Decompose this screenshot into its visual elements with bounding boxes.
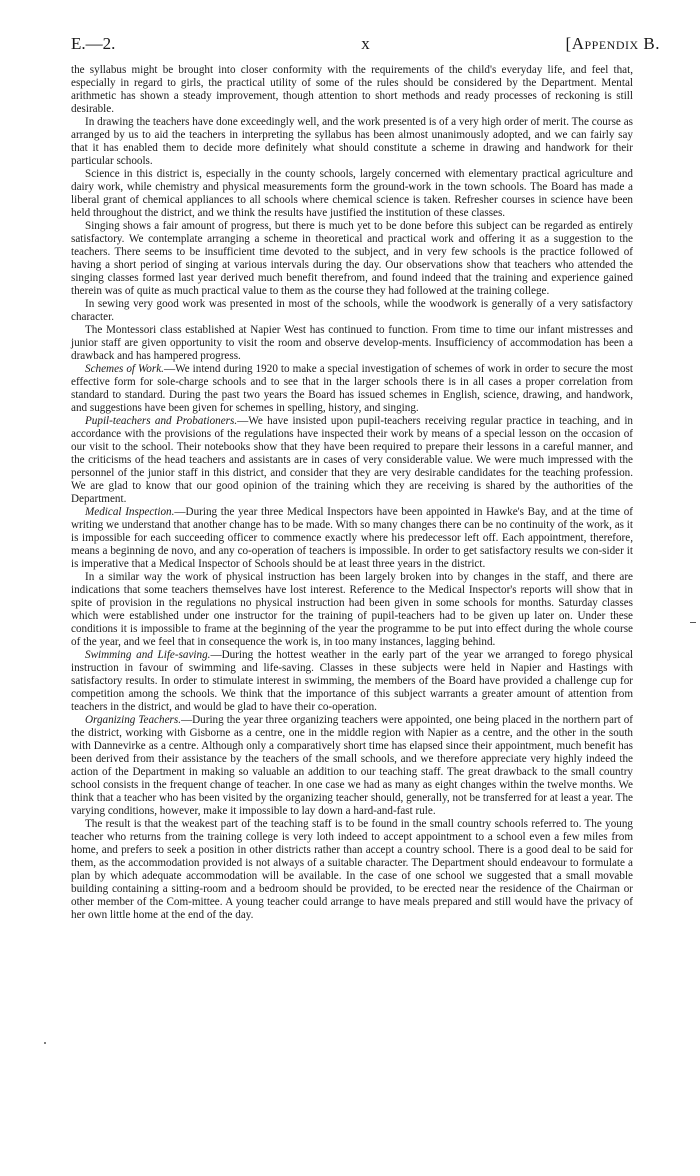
appendix-label: [Appendix B. [565, 34, 660, 53]
paragraph-science: Science in this district is, especially in the county schools, largely concerned with elementary practical agriculture and dairy work, while chemistry and physical measurements form the ground-work in the town schools. The Board has made a liberal grant of chemical appliances to all schools where chemical science is taken. Refresher courses in science have been held throughout the district, and we think the results have justified the institution of these classes. [71, 168, 633, 219]
paragraph-pupil-teachers: Pupil-teachers and Probationers.—We have insisted upon pupil-teachers receiving regular practice in teaching, and in accordance with the provisions of the regulations have inspected their work by means of a special lesson on the occasion of our visit to the school. Their notebooks show that they have been required to prepare their lessons in a careful manner, and the criticisms of the head teachers and assistants are in cases of very considerable value. We were much impressed with the personnel of the junior staff in this district, and consider that they are very desirable candidates for the teaching profession. We are glad to know that our good opinion of the training which they are receiving is shared by the authorities of the Department. [71, 415, 633, 505]
section-heading: Pupil-teachers and Probationers. [85, 415, 238, 427]
margin-tick-mark [690, 622, 696, 623]
paragraph-sewing: In sewing very good work was presented in most of the schools, while the woodwork is generally of a very satisfactory character. [71, 298, 633, 323]
paragraph-medical-inspection: Medical Inspection.—During the year three Medical Inspectors have been appointed in Hawke's Bay, and at the time of writing we understand that another change has to be made. With so many changes there can be no continuity of the work, as it is impossible for each succeeding officer to commence exactly where his predecessor left off. Each appointment, therefore, means a beginning de novo, and any co-operation of teachers is impossible. In order to get satisfactory results we con-sider it is imperative that a Medical Inspector of Schools should be at least three years in the district. [71, 506, 633, 570]
paragraph-country-schools: The result is that the weakest part of the teaching staff is to be found in the small country schools referred to. The young teacher who returns from the training college is very loth indeed to accept appointment to a school even a few miles from home, and prefers to seek a position in other districts rather than accept a country school. There is a good deal to be said for them, as the accommodation provided is not always of a suitable character. The Department should endeavour to formulate a plan by which adequate accommodation will be available. In the case of one school we suggested that a small movable building containing a sitting-room and a bedroom should be provided, to be erected near the residence of the Chairman or other member of the Com-mittee. A young teacher could arrange to have meals prepared and still would have the privacy of her own little home at the end of the day. [71, 818, 633, 921]
paragraph-schemes-of-work: Schemes of Work.—We intend during 1920 to make a special investigation of schemes of work in order to secure the most effective form for sole-charge schools and to see that in the larger schools there is in all cases a proper correlation from standard to standard. During the past two years the Board has issued schemes in English, science, drawing, and handwork, and suggestions have been given for schemes in spelling, history, and singing. [71, 363, 633, 414]
paragraph-organizing-teachers: Organizing Teachers.—During the year three organizing teachers were appointed, one being placed in the northern part of the district, working with Gisborne as a centre, one in the middle region with Napier as a centre, and the other in the south with Dannevirke as a centre. Although only a comparatively short time has elapsed since their appointment, much benefit has been derived from their assistance by the teachers of the small schools, and we therefore appreciate very highly indeed the action of the Department in making so valuable an addition to our teaching staff. The great drawback to the small country school consists in the frequent change of teacher. In one case we had as many as eight changes within the twelve months. We think that a teacher who has been visited by the organizing teacher should, generally, not be transferred for at least a year. The varying conditions, however, make it impossible to lay down a hard-and-fast rule. [71, 714, 634, 817]
section-heading: Organizing Teachers. [85, 714, 181, 726]
paragraph-physical-instruction: In a similar way the work of physical instruction has been largely broken into by changes in the staff, and there are indications that some teachers themselves have lost interest. Reference to the Medical Inspector's reports will show that in spite of provision in the regulations no physical instruction had been given in some schools for months. Saturday classes which were established under one instructor for the training of pupil-teachers had to be given up later on. Under these conditions it is impossible to frame at the beginning of the year the programme to be put into effect during the whole course of the year, and we feel that in consequence the work is, in too many instances, lagging behind. [71, 571, 633, 648]
page-header [71, 34, 660, 58]
paragraph-syllabus: the syllabus might be brought into closer conformity with the requirements of the child's everyday life, and feel that, especially in regard to girls, the practical utility of some of the rules should be considered by the Department. Mental arithmetic has shown a steady improvement, though attention to short methods and ready processes of reckoning is still desirable. [71, 64, 633, 115]
section-heading: Medical Inspection. [85, 506, 175, 518]
paragraph-drawing: In drawing the teachers have done exceedingly well, and the work presented is of a very high order of merit. The course as arranged by us to aid the teachers in interpreting the syllabus has been almost unanimously adopted, and we can fairly say that it has enabled them to decide more definitely what should constitute a scheme in drawing and handwork for their particular schools. [71, 116, 633, 167]
section-heading: Schemes of Work. [85, 363, 164, 375]
paragraph-singing: Singing shows a fair amount of progress, but there is much yet to be done before this subject can be regarded as entirely satisfactory. We contemplate arranging a scheme in theoretical and practical work and offering it as a suggestion to the teachers. There seems to be insufficient time devoted to the subject, and in very few schools is the practice followed of having a short period of singing at various intervals during the day. Our observations show that teachers who attended the singing classes formed last year derived much benefit therefrom, and found indeed that the training and experience gained therein was of quite as much practical value to them as the course they had followed at the training college. [71, 220, 633, 297]
page-reference: E.—2. [71, 34, 116, 53]
paragraph-swimming: Swimming and Life-saving.—During the hottest weather in the early part of the year we arranged to forego physical instruction in favour of swimming and life-saving. Classes in these subjects were held in Napier and Hastings with satisfactory results. In order to stimulate interest in swimming, the members of the Board have provided a challenge cup for competition among the schools. We think that the importance of this subject warrants a greater amount of attention from teachers in the district, and would be glad to have their co-operation. [71, 649, 633, 713]
document-body [71, 64, 633, 922]
page-number: x [361, 34, 370, 53]
paragraph-montessori: The Montessori class established at Napier West has continued to function. From time to time our infant mistresses and junior staff are given opportunity to visit the room and observe develop-ments. Insufficiency of accommodation has been a drawback and has hampered progress. [71, 324, 633, 362]
margin-dot-mark [44, 1042, 46, 1044]
section-heading: Swimming and Life-saving. [85, 649, 211, 661]
